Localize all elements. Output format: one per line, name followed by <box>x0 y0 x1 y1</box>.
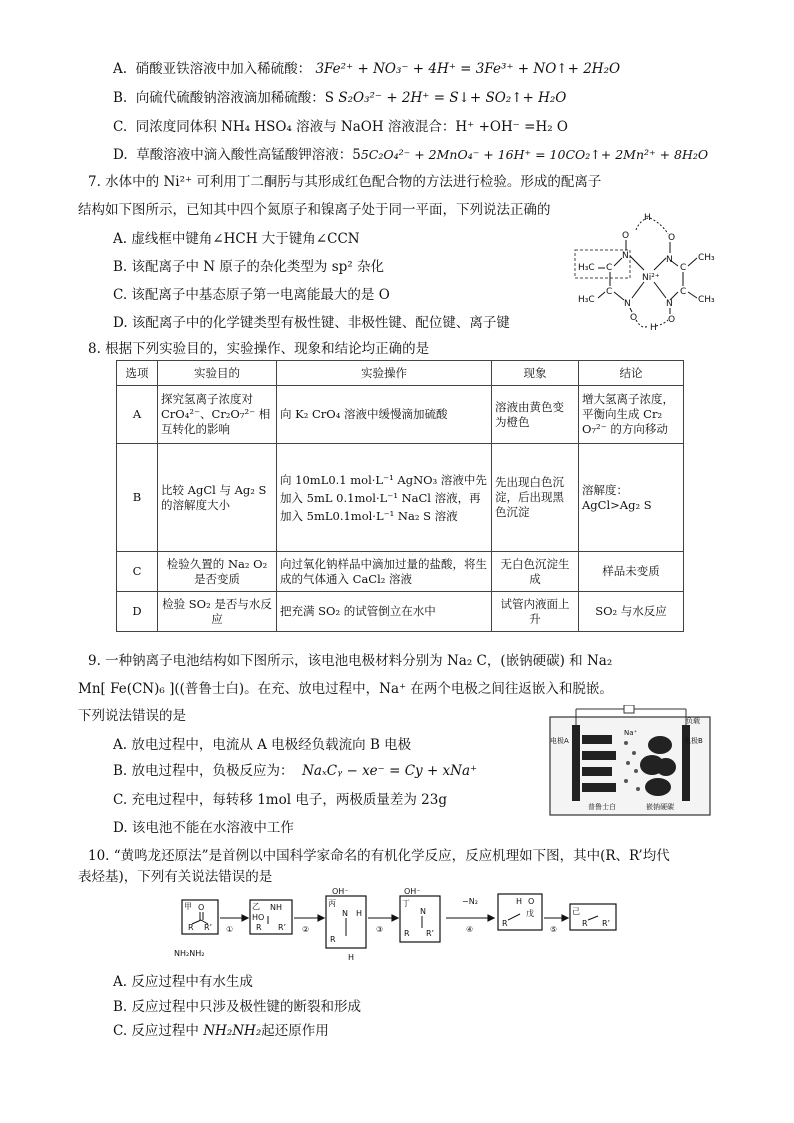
yi-nh: NH <box>270 903 282 912</box>
q9-stem-line2: Mn[ Fe(CN)₆ ]((普鲁士白)。在充、放电过程中，Na⁺ 在两个电极之间往返嵌入和脱嵌。 <box>78 681 613 697</box>
row-a-operation: 向 K₂ CrO₄ 溶液中缓慢滴加硫酸 <box>277 386 492 444</box>
box-label-ji: 己 <box>572 907 580 916</box>
electrode-b-label: 电极B <box>684 737 703 745</box>
nickel-complex-structure-figure <box>570 210 730 335</box>
bing-h-bottom: H <box>348 953 355 962</box>
fig-h-top: H <box>644 213 651 223</box>
wu-o: O <box>528 897 535 906</box>
yi-rp: R’ <box>278 923 287 932</box>
bing-oh-minus: OH⁻ <box>332 887 349 896</box>
yi-r: R <box>256 923 262 932</box>
ding-r: R <box>404 929 410 938</box>
jia-hydrazine: NH₂NH₂ <box>174 949 205 958</box>
box-label-jia: 甲 <box>184 902 192 911</box>
header-option: 选项 <box>117 361 158 386</box>
na-label: Na⁺ <box>624 729 638 737</box>
fig-ch3-bottom: CH₃ <box>698 295 715 305</box>
row-c-phenomenon: 无白色沉淀生成 <box>492 552 579 592</box>
fig-o-top-left: O <box>622 231 630 241</box>
q10-stem-line2: 表烃基)，下列有关说法错误的是 <box>78 869 273 885</box>
table-header-row <box>117 361 684 386</box>
q9-stem-line1: 9. 一种钠离子电池结构如下图所示，该电池电极材料分别为 Na₂ C，(嵌钠硬碳) 和 Na₂ <box>88 653 613 669</box>
fig-h3c-top: H₃C <box>578 263 595 273</box>
ding-oh-minus: OH⁻ <box>404 887 421 896</box>
box-label-ding: 丁 <box>402 899 410 908</box>
load-label: 负载 <box>686 717 700 725</box>
wu-r: R <box>502 919 508 928</box>
q6-option-d: D. 草酸溶液中滴入酸性高锰酸钾溶液：55C₂O₄²⁻ + 2MnO₄⁻ + 16H⁺ = 10CO₂↑+ 2Mn²⁺ + 8H₂O <box>113 147 709 163</box>
fig-h-bottom: H <box>650 323 657 333</box>
q10-option-c: C. 反应过程中 NH₂NH₂起还原作用 <box>113 1023 329 1039</box>
fig-o-bottom-right: O <box>668 315 676 325</box>
q9-option-c: C. 充电过程中，每转移 1mol 电子，两极质量差为 23g <box>113 792 447 808</box>
row-d-phenomenon: 试管内液面上升 <box>492 592 579 632</box>
row-a-option: A <box>117 386 158 444</box>
fig-o-top-right: O <box>668 233 676 243</box>
fig-c-top-left: C <box>606 263 613 273</box>
table-row <box>117 592 684 632</box>
bing-r: R <box>330 935 336 944</box>
q9-stem-line3: 下列说法错误的是 <box>78 708 186 724</box>
q9-option-b: B. 放电过程中，负极反应为： NaₓCᵧ − xe⁻ = Cy + xNa⁺ <box>113 763 478 779</box>
row-d-purpose: 检验 SO₂ 是否与水反应 <box>158 592 277 632</box>
jia-r: R <box>188 923 194 932</box>
q7-option-a: A. 虚线框中键角∠HCH 大于键角∠CCN <box>113 231 360 247</box>
q7-option-c: C. 该配离子中基态原子第一电离能最大的是 O <box>113 287 390 303</box>
reaction-mechanism-scheme <box>170 886 620 966</box>
step-2: ② <box>302 925 310 934</box>
row-c-conclusion: 样品未变质 <box>579 552 684 592</box>
row-d-operation: 把充满 SO₂ 的试管倒立在水中 <box>277 592 492 632</box>
load-icon <box>624 705 634 713</box>
q7-option-b: B. 该配离子中 N 原子的杂化类型为 sp² 杂化 <box>113 259 384 275</box>
row-c-option: C <box>117 552 158 592</box>
fig-ni: Ni²⁺ <box>642 273 660 283</box>
ding-n: N <box>420 907 426 916</box>
row-b-purpose: 比较 AgCl 与 Ag₂ S 的溶解度大小 <box>158 444 277 552</box>
q9-option-d: D. 该电池不能在水溶液中工作 <box>113 820 294 836</box>
box-label-wu: 戊 <box>526 909 534 918</box>
ji-r: R <box>582 919 588 928</box>
fig-c-bottom-left: C <box>606 287 613 297</box>
row-b-operation: 向 10mL0.1 mol·L⁻¹ AgNO₃ 溶液中先加入 5mL 0.1mol·L⁻¹ NaCl 溶液，再加入 5mL0.1mol·L⁻¹ Na₂ S 溶液 <box>277 444 492 552</box>
step-4: ④ <box>466 925 474 934</box>
row-c-operation: 向过氧化钠样品中滴加过量的盐酸，将生成的气体通入 CaCl₂ 溶液 <box>277 552 492 592</box>
row-b-conclusion: 溶解度：AgCl>Ag₂ S <box>579 444 684 552</box>
fig-n-bottom-left: N <box>624 299 631 309</box>
reagent-minus-n2: −N₂ <box>462 897 478 906</box>
q7-stem-line1: 7. 水体中的 Ni²⁺ 可利用丁二酮肟与其形成红色配合物的方法进行检验。形成的配离子 <box>88 174 602 190</box>
table-row <box>117 386 684 444</box>
step-5: ⑤ <box>550 925 558 934</box>
table-row <box>117 444 684 552</box>
header-purpose: 实验目的 <box>158 361 277 386</box>
row-b-option: B <box>117 444 158 552</box>
right-material-label: 嵌钠硬碳 <box>646 803 674 811</box>
fig-n-top-left: N <box>622 251 629 261</box>
box-label-yi: 乙 <box>252 902 260 911</box>
fig-c-top-right: C <box>680 263 687 273</box>
header-phenomenon: 现象 <box>492 361 579 386</box>
electrode-a-label: 电极A <box>550 737 569 745</box>
fig-h3c-bottom: H₃C <box>578 295 595 305</box>
q9-option-a: A. 放电过程中，电流从 A 电极经负载流向 B 电极 <box>113 737 412 753</box>
row-b-phenomenon: 先出现白色沉淀，后出现黑色沉淀 <box>492 444 579 552</box>
header-operation: 实验操作 <box>277 361 492 386</box>
wu-h: H <box>516 897 523 906</box>
fig-o-bottom-left: O <box>630 313 638 323</box>
row-a-conclusion: 增大氢离子浓度，平衡向生成 Cr₂ O₇²⁻ 的方向移动 <box>579 386 684 444</box>
q6-option-c: C. 同浓度同体积 NH₄ HSO₄ 溶液与 NaOH 溶液混合：H⁺ +OH⁻ =H₂ O <box>113 119 569 135</box>
table-row <box>117 552 684 592</box>
box-label-bing: 丙 <box>328 899 336 908</box>
row-c-purpose: 检验久置的 Na₂ O₂ 是否变质 <box>158 552 277 592</box>
electrode-a-plate <box>572 725 580 801</box>
row-a-purpose: 探究氢离子浓度对 CrO₄²⁻、Cr₂O₇²⁻ 相互转化的影响 <box>158 386 277 444</box>
step-3: ③ <box>376 925 384 934</box>
q10-stem-line1: 10. “黄鸣龙还原法”是首例以中国科学家命名的有机化学反应，反应机理如下图，其中(R、R’均代 <box>88 848 670 864</box>
q6-option-b: B. 向硫代硫酸钠溶液滴加稀硫酸：S S₂O₃²⁻ + 2H⁺ = S↓+ SO₂↑+ H₂O <box>113 90 567 106</box>
fig-n-bottom-right: N <box>666 299 673 309</box>
battery-structure-figure <box>546 705 716 817</box>
q6-option-a: A. 硝酸亚铁溶液中加入稀硫酸： 3Fe²⁺ + NO₃⁻ + 4H⁺ = 3Fe³⁺ + NO↑+ 2H₂O <box>113 61 621 77</box>
row-d-option: D <box>117 592 158 632</box>
ji-rp: R’ <box>602 919 611 928</box>
q10-option-a: A. 反应过程中有水生成 <box>113 974 253 990</box>
fig-ch3-top: CH₃ <box>698 253 715 263</box>
q10-option-b: B. 反应过程中只涉及极性键的断裂和形成 <box>113 999 362 1015</box>
q8-stem: 8. 根据下列实验目的，实验操作、现象和结论均正确的是 <box>88 341 430 357</box>
header-conclusion: 结论 <box>579 361 684 386</box>
yi-ho: HO <box>252 913 265 922</box>
step-1: ① <box>226 925 234 934</box>
left-material-label: 普鲁士白 <box>588 803 616 811</box>
q8-experiment-table <box>116 360 684 632</box>
row-d-conclusion: SO₂ 与水反应 <box>579 592 684 632</box>
bing-n: N <box>342 909 348 918</box>
jia-rp: R’ <box>204 923 213 932</box>
fig-c-bottom-right: C <box>680 287 687 297</box>
jia-o: O <box>198 903 205 912</box>
fig-n-top-right: N <box>666 255 673 265</box>
ding-rp: R’ <box>426 929 435 938</box>
row-a-phenomenon: 溶液由黄色变为橙色 <box>492 386 579 444</box>
bing-h: H <box>356 909 363 918</box>
q7-stem-line2: 结构如下图所示，已知其中四个氮原子和镍离子处于同一平面，下列说法正确的 <box>78 202 551 218</box>
q7-option-d: D. 该配离子中的化学键类型有极性键、非极性键、配位键、离子键 <box>113 315 510 331</box>
